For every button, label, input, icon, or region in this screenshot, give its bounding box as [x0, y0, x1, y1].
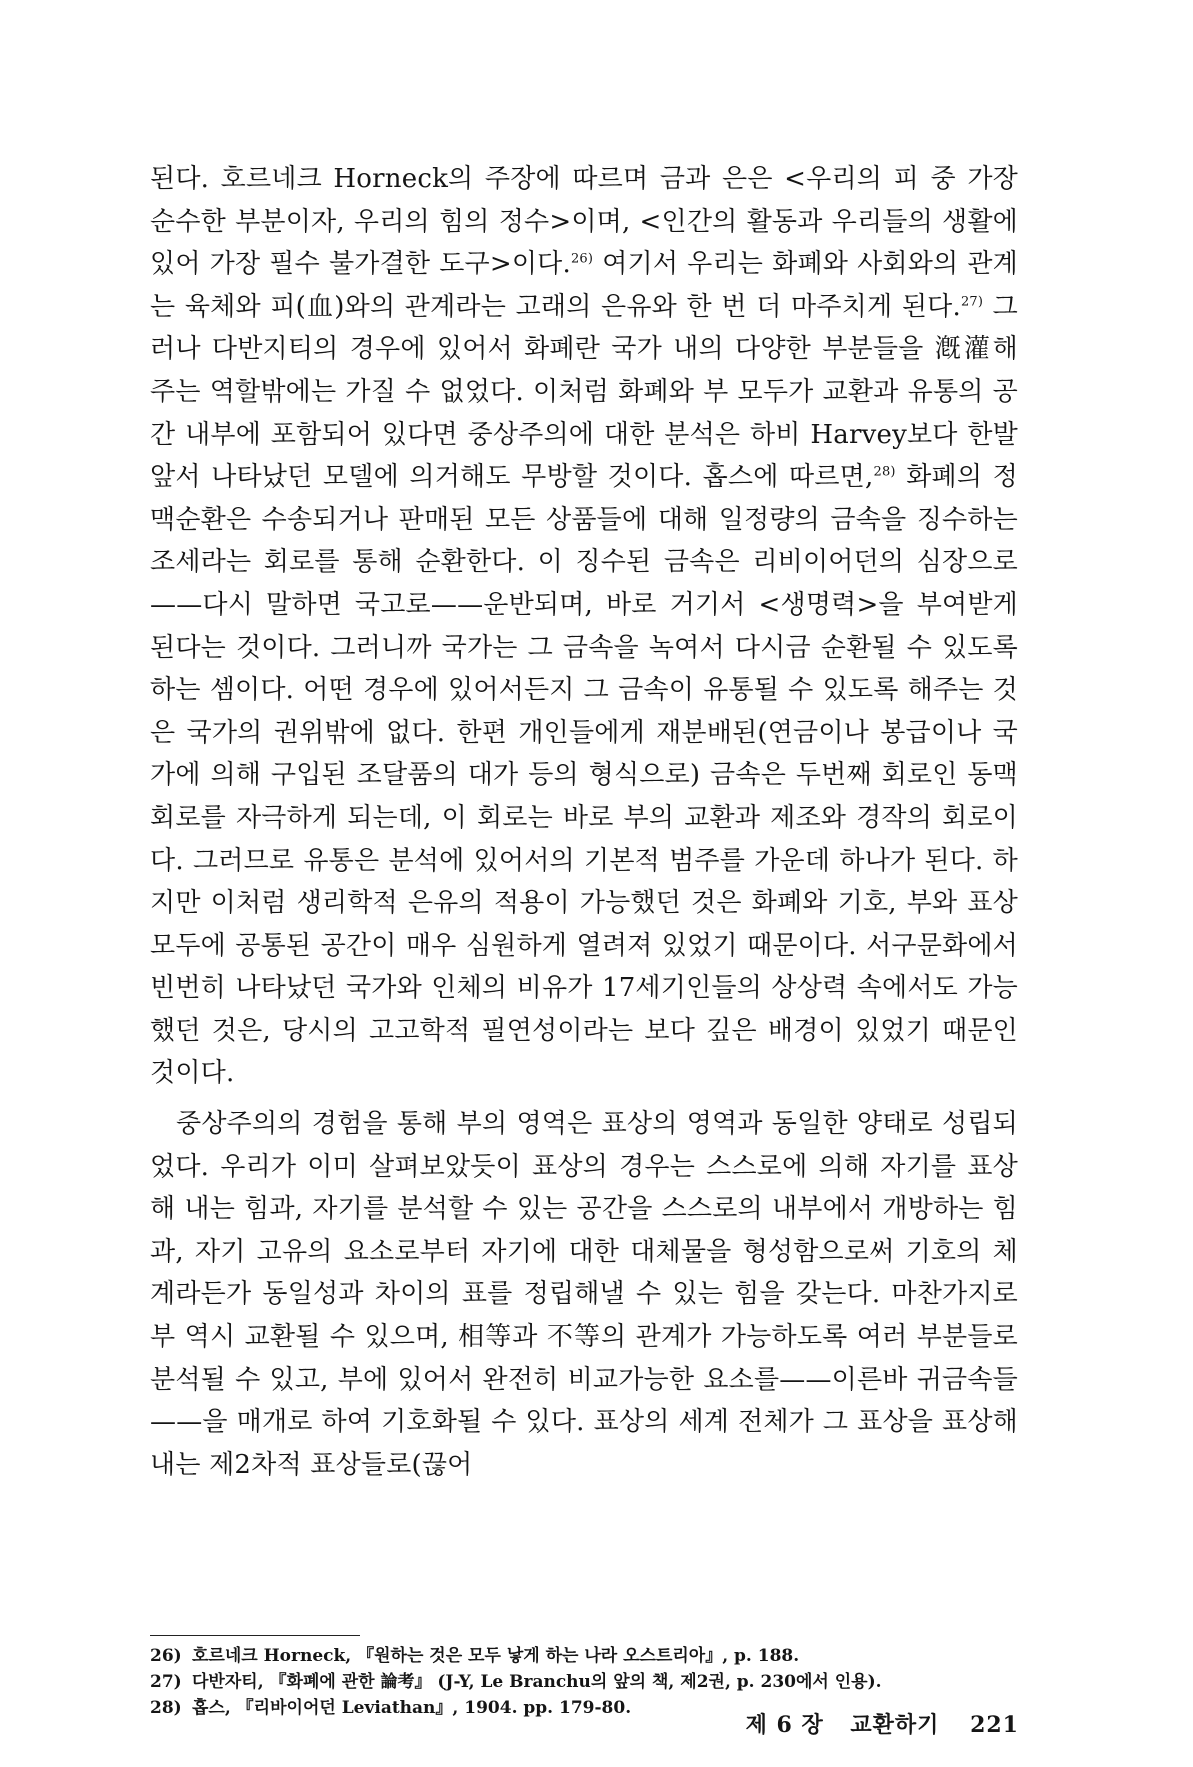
page-footer [746, 1708, 1019, 1739]
footnote-divider [150, 1635, 360, 1636]
footnote-number: 28) [150, 1698, 182, 1718]
paragraph-1 [150, 158, 1018, 1095]
footnote-26 [150, 1643, 1018, 1669]
footnote-ref-27: 27) [960, 294, 984, 310]
footnote-27 [150, 1669, 1018, 1695]
paragraph-1-part-4: 화폐의 정맥순환은 수송되거나 판매된 모든 상품들에 대해 일정량의 금속을 징수하는 조세라는 회로를 통해 순환한다. 이 징수된 금속은 리비이어던의 심장으로——다시 말하면 국고로——운반되며, 바로 거기서 <생명력>을 부여받게 된다는 것이다. 그러니까 국가는 그 금속을 녹여서 다시금 순환될 수 있도록 하는 셈이다. 어떤 경우에 있어서든지 그 금속이 유통될 수 있도록 해주는 것은 국가의 권위밖에 없다. 한편 개인들에게 재분배된(연금이나 봉급이나 국가에 의해 구입된 조달품의 대가 등의 형식으로) 금속은 두번째 회로인 동맥회로를 자극하게 되는데, 이 회로는 바로 부의 교환과 제조와 경작의 회로이다. 그러므로 유통은 분석에 있어서의 기본적 범주를 가운데 하나가 된다. 하지만 이처럼 생리학적 은유의 적용이 가능했던 것은 화폐와 기호, 부와 표상 모두에 공통된 공간이 매우 심원하게 열려져 있었기 때문이다. 서구문화에서 빈번히 나타났던 국가와 인체의 비유가 17세기인들의 상상력 속에서도 가능했던 것은, 당시의 고고학적 필연성이라는 보다 깊은 배경이 있었기 때문인 것이다. [150, 462, 1018, 1089]
footnote-ref-26: 26) [570, 251, 594, 267]
footnote-text: 홉스, 『리바이어던 Leviathan』, 1904. pp. 179-80. [192, 1698, 632, 1718]
section-label: 교환하기 [850, 1712, 940, 1738]
chapter-label: 제 6 장 [745, 1712, 824, 1738]
footnote-text: 다반자티, 『화폐에 관한 論考』 (J-Y, Le Branchu의 앞의 책, 제2권, p. 230에서 인용). [192, 1672, 882, 1692]
page-number: 221 [970, 1712, 1019, 1738]
footnote-number: 27) [150, 1672, 182, 1692]
footnote-number: 26) [150, 1646, 182, 1666]
paragraph-1-part-2: 여기서 우리는 화폐와 사회와의 관계는 육체와 피(血)와의 관계라는 고래의 은유와 한 번 더 마주치게 된다. [150, 249, 1018, 322]
paragraph-1-part-1: 된다. 호르네크 Horneck의 주장에 따르며 금과 은은 <우리의 피 중 가장 순수한 부분이자, 우리의 힘의 정수>이며, <인간의 활동과 우리들의 생활에 있어 가장 필수 불가결한 도구>이다. [150, 164, 1018, 280]
main-text [150, 158, 1018, 1486]
footnote-text: 호르네크 Horneck, 『원하는 것은 모두 낳게 하는 나라 오스트리아』, p. 188. [192, 1646, 800, 1666]
paragraph-2: 중상주의의 경험을 통해 부의 영역은 표상의 영역과 동일한 양태로 성립되었다. 우리가 이미 살펴보았듯이 표상의 경우는 스스로에 의해 자기를 표상해 내는 힘과, 자기를 분석할 수 있는 공간을 스스로의 내부에서 개방하는 힘과, 자기 고유의 요소로부터 자기에 대한 대체물을 형성함으로써 기호의 체계라든가 동일성과 차이의 표를 정립해낼 수 있는 힘을 갖는다. 마찬가지로 부 역시 교환될 수 있으며, 相等과 不等의 관계가 가능하도록 여러 부분들로 분석될 수 있고, 부에 있어서 완전히 비교가능한 요소를——이른바 귀금속들——을 매개로 하여 기호화될 수 있다. 표상의 세계 전체가 그 표상을 표상해내는 제2차적 표상들로(끊어 [150, 1109, 1018, 1480]
paragraph-1-part-3: 그러나 다반지티의 경우에 있어서 화폐란 국가 내의 다양한 부분들을 漑灌해 주는 역할밖에는 가질 수 없었다. 이처럼 화폐와 부 모두가 교환과 유통의 공간 내부에 포함되어 있다면 중상주의에 대한 분석은 하비 Harvey보다 한발 앞서 나타났던 모델에 의거해도 무방할 것이다. 홉스에 따르면, [150, 291, 1018, 493]
footnote-ref-28: 28) [873, 464, 896, 480]
